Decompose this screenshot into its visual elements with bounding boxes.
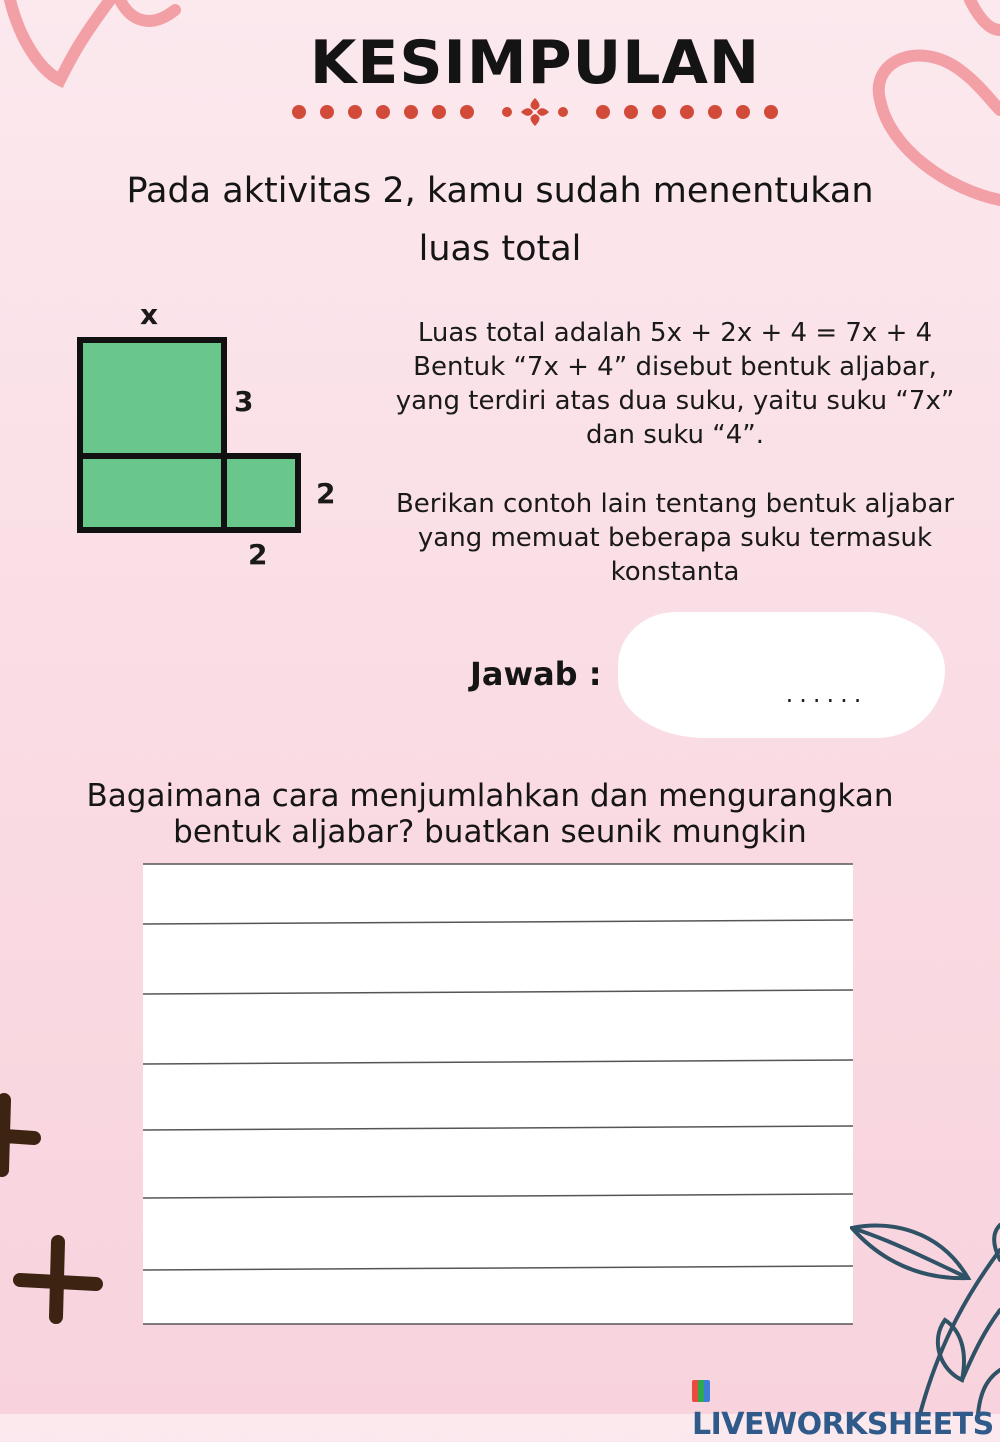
prompt-line: konstanta bbox=[610, 557, 740, 587]
prompt-line: Berikan contoh lain tentang bentuk aljabar bbox=[395, 489, 955, 519]
figure-label-x: x bbox=[140, 298, 159, 331]
intro-text bbox=[80, 162, 920, 278]
explanation-line: Luas total adalah 5x + 2x + 4 = 7x + 4 bbox=[417, 318, 933, 348]
liveworksheets-logo[interactable] bbox=[692, 1372, 1000, 1442]
answer-line bbox=[143, 990, 853, 994]
page-title: KESIMPULAN bbox=[309, 28, 761, 98]
answer-line bbox=[143, 1060, 853, 1064]
answer-line bbox=[143, 1266, 853, 1270]
answer-line bbox=[143, 1194, 853, 1198]
question-text bbox=[60, 778, 920, 850]
title-divider bbox=[285, 96, 785, 132]
prompt-paragraph bbox=[370, 487, 980, 589]
area-figure bbox=[70, 330, 310, 540]
intro-line-1: Pada aktivitas 2, kamu sudah menentukan bbox=[126, 171, 874, 211]
liveworksheets-logo-text: LIVEWORKSHEETS bbox=[692, 1407, 994, 1442]
question-line-2: bentuk aljabar? buatkan seunik mungkin bbox=[173, 814, 807, 850]
plus-decoration-top bbox=[0, 1090, 50, 1180]
answer-line bbox=[143, 1126, 853, 1130]
figure-label-3: 3 bbox=[234, 385, 254, 418]
figure-rect-bottom-right bbox=[224, 456, 298, 530]
answer-line bbox=[143, 920, 853, 924]
question-line-1: Bagaimana cara menjumlahkan dan mengurangkan bbox=[86, 778, 894, 814]
answer-lines bbox=[143, 860, 855, 1330]
answer-label: Jawab : bbox=[470, 655, 602, 693]
explanation-line: dan suku “4”. bbox=[586, 420, 764, 450]
answer-input-value[interactable]: ...... bbox=[785, 680, 868, 708]
intro-line-2: luas total bbox=[418, 229, 582, 269]
explanation-line: Bentuk “7x + 4” disebut bentuk aljabar, bbox=[413, 352, 937, 382]
answer-input-area[interactable] bbox=[618, 612, 945, 738]
liveworksheets-logo-icon bbox=[692, 1380, 710, 1402]
plus-decoration-bottom bbox=[10, 1232, 110, 1332]
figure-label-2-right: 2 bbox=[316, 477, 336, 510]
explanation-line: yang terdiri atas dua suku, yaitu suku “7x” bbox=[395, 386, 955, 416]
figure-label-2-bottom: 2 bbox=[248, 538, 268, 571]
figure-rect-top bbox=[80, 340, 224, 456]
prompt-line: yang memuat beberapa suku termasuk bbox=[417, 523, 933, 553]
figure-rect-bottom-left bbox=[80, 456, 224, 530]
explanation-paragraph bbox=[370, 316, 980, 452]
